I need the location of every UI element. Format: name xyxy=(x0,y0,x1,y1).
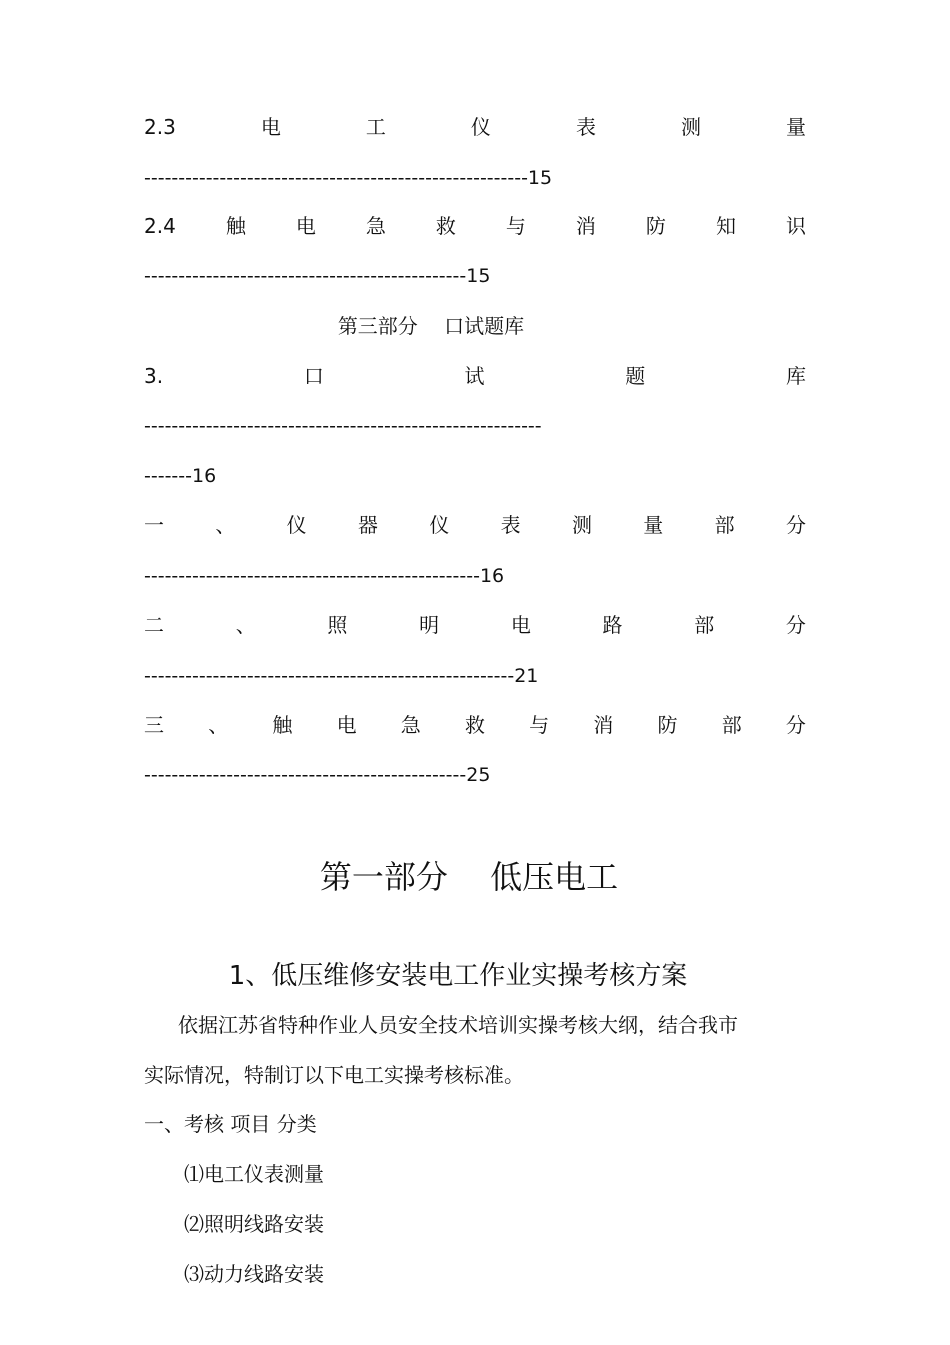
toc-cell: 与 xyxy=(529,713,550,737)
toc-cell: 分 xyxy=(785,513,806,537)
toc-cell: 测 xyxy=(680,115,701,139)
toc-cell: 消 xyxy=(593,713,614,737)
toc-leader-first-aid: -----------------------------------------------25 xyxy=(144,764,491,786)
toc-cell: 库 xyxy=(785,364,806,388)
toc-cell: 测 xyxy=(571,513,592,537)
toc-cell: 识 xyxy=(785,214,806,238)
toc-entry-lighting xyxy=(144,611,806,639)
toc-cell: 路 xyxy=(602,613,623,637)
toc-cell: 急 xyxy=(400,713,421,737)
toc-leader-2-3: --------------------------------------------------------15 xyxy=(144,167,553,189)
toc-leader-2-4: -----------------------------------------------15 xyxy=(144,265,491,287)
toc-part3-heading: 第三部分 口试题库 xyxy=(337,314,525,338)
toc-entry-2-4 xyxy=(144,212,806,240)
toc-cell: 电 xyxy=(510,613,531,637)
section-title: 1、低压维修安装电工作业实操考核方案 xyxy=(228,961,688,991)
toc-cell: 分 xyxy=(785,713,806,737)
toc-cell: 防 xyxy=(657,713,678,737)
toc-entry-first-aid xyxy=(144,711,806,739)
toc-cell: 电 xyxy=(336,713,357,737)
toc-cell: 一 xyxy=(144,513,164,537)
list-item: ⑵照明线路安装 xyxy=(184,1212,324,1236)
intro-paragraph-line-1: 依据江苏省特种作业人员安全技术培训实操考核大纲，结合我市 xyxy=(178,1013,738,1037)
toc-entry-instrument xyxy=(144,511,806,539)
toc-cell: 触 xyxy=(272,713,293,737)
toc-cell: 表 xyxy=(500,513,521,537)
toc-cell: 仪 xyxy=(286,513,307,537)
toc-cell: 、 xyxy=(215,513,236,537)
toc-cell: 口 xyxy=(303,364,324,388)
part-title: 第一部分 低压电工 xyxy=(319,858,619,896)
toc-cell: 试 xyxy=(464,364,485,388)
toc-cell: 消 xyxy=(575,214,596,238)
toc-cell: 防 xyxy=(645,214,666,238)
toc-entry-3 xyxy=(144,362,806,390)
toc-cell: 二 xyxy=(144,613,164,637)
toc-cell: 救 xyxy=(435,214,456,238)
toc-cell: 照 xyxy=(327,613,348,637)
toc-cell: 表 xyxy=(575,115,596,139)
toc-cell: 部 xyxy=(714,513,735,537)
list-item: ⑴电工仪表测量 xyxy=(184,1162,324,1186)
toc-cell: 三 xyxy=(144,713,164,737)
toc-entry-2-3 xyxy=(144,113,806,141)
toc-cell: 器 xyxy=(357,513,378,537)
toc-cell: 量 xyxy=(643,513,664,537)
toc-cell: 分 xyxy=(785,613,806,637)
toc-cell: 救 xyxy=(464,713,485,737)
toc-cell: 、 xyxy=(235,613,256,637)
list-item: ⑶动力线路安装 xyxy=(184,1262,324,1286)
intro-paragraph-line-2: 实际情况，特制订以下电工实操考核标准。 xyxy=(144,1063,524,1087)
toc-cell: 2.4 xyxy=(144,214,176,238)
category-heading: 一、考核 项目 分类 xyxy=(144,1112,317,1136)
toc-leader-3: ---------------------------------------------------------- xyxy=(144,415,542,437)
toc-cell: 知 xyxy=(715,214,736,238)
toc-cell: 2.3 xyxy=(144,115,176,139)
toc-cell: 触 xyxy=(225,214,246,238)
toc-cell: 量 xyxy=(786,115,806,139)
toc-cell: 明 xyxy=(419,613,440,637)
toc-cell: 急 xyxy=(365,214,386,238)
toc-cell: 电 xyxy=(295,214,316,238)
toc-cell: 题 xyxy=(625,364,646,388)
toc-cell: 仪 xyxy=(429,513,450,537)
toc-cell: 与 xyxy=(505,214,526,238)
toc-leader-3-page: -------16 xyxy=(144,465,217,487)
toc-leader-instrument: -------------------------------------------------16 xyxy=(144,565,505,587)
toc-cell: 电 xyxy=(260,115,281,139)
toc-cell: 部 xyxy=(721,713,742,737)
toc-leader-lighting: ------------------------------------------------------21 xyxy=(144,665,539,687)
toc-cell: 仪 xyxy=(470,115,491,139)
toc-cell: 、 xyxy=(208,713,229,737)
toc-cell: 工 xyxy=(365,115,386,139)
toc-cell: 部 xyxy=(694,613,715,637)
toc-cell: 3. xyxy=(144,364,164,388)
